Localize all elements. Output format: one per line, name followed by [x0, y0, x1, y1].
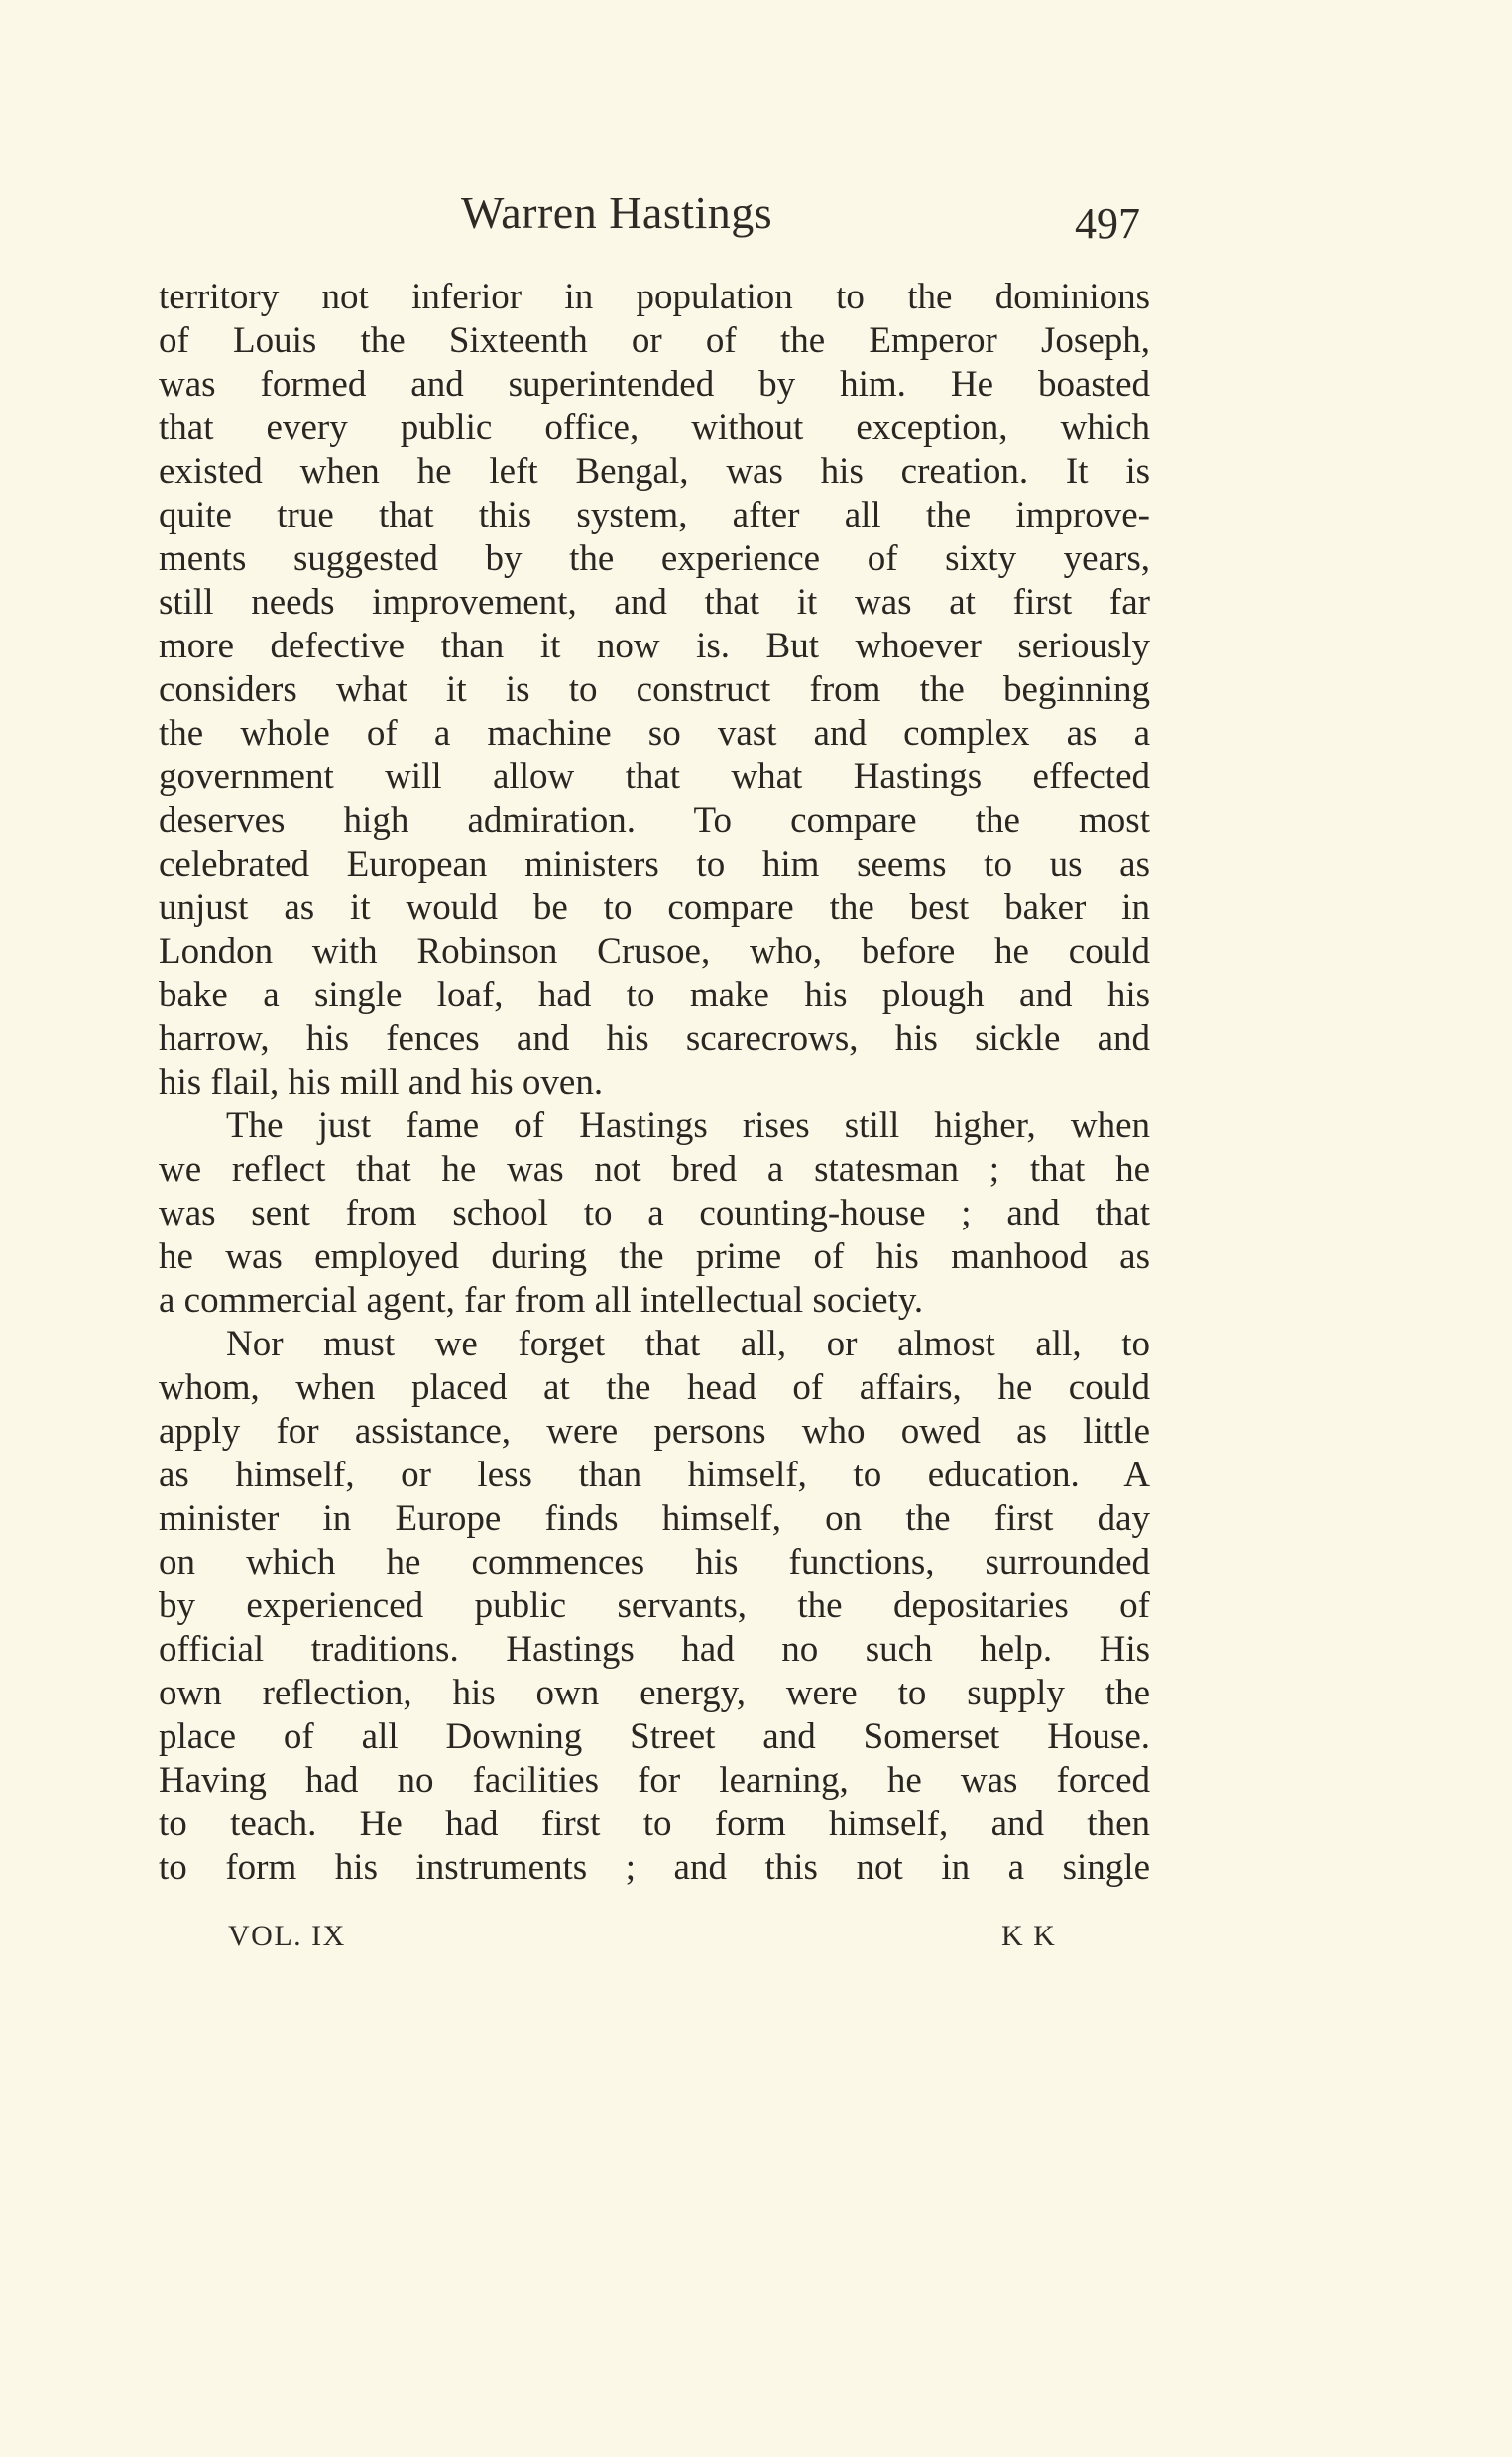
text-line: by experienced public servants, the depositaries of: [159, 1585, 1150, 1626]
volume-label: VOL. IX: [228, 1920, 346, 1952]
running-title: Warren Hastings: [461, 187, 773, 238]
signature-mark: K K: [1001, 1920, 1057, 1952]
text-line: whom, when placed at the head of affairs, he could: [159, 1367, 1150, 1408]
text-line: was formed and superintended by him. He boasted: [159, 364, 1150, 405]
text-line: own reflection, his own energy, were to supply the: [159, 1673, 1150, 1713]
text-line: minister in Europe finds himself, on the first day: [159, 1498, 1150, 1539]
text-line: we reflect that he was not bred a statesman ; that he: [159, 1149, 1150, 1190]
text-line: existed when he left Bengal, was his creation. It is: [159, 451, 1150, 492]
text-line: more defective than it now is. But whoever seriously: [159, 626, 1150, 666]
text-line: on which he commences his functions, surrounded: [159, 1542, 1150, 1582]
paragraph-3: [159, 1323, 1150, 1890]
text-line: Nor must we forget that all, or almost all, to: [226, 1324, 1150, 1364]
text-line: place of all Downing Street and Somerset House.: [159, 1716, 1150, 1757]
page-footer: [159, 1920, 1150, 1959]
text-line: government will allow that what Hastings effected: [159, 757, 1150, 797]
text-line: Having had no facilities for learning, he was forced: [159, 1760, 1150, 1801]
text-line: territory not inferior in population to the dominions: [159, 277, 1150, 317]
text-line: deserves high admiration. To compare the most: [159, 800, 1150, 841]
text-line: to form his instruments ; and this not in a single: [159, 1847, 1150, 1888]
text-line: of Louis the Sixteenth or of the Emperor Joseph,: [159, 320, 1150, 361]
text-line: quite true that this system, after all the improve-: [159, 495, 1150, 535]
text-line: to teach. He had first to form himself, and then: [159, 1804, 1150, 1844]
body-text: [159, 276, 1150, 1890]
text-line: apply for assistance, were persons who owed as little: [159, 1411, 1150, 1452]
text-line: considers what it is to construct from the beginning: [159, 669, 1150, 710]
paragraph-2: [159, 1105, 1150, 1323]
text-line: was sent from school to a counting-house ; and that: [159, 1193, 1150, 1233]
running-head: [159, 186, 1150, 246]
text-line: the whole of a machine so vast and complex as a: [159, 713, 1150, 754]
page-number: 497: [1075, 199, 1140, 248]
text-line: his flail, his mill and his oven.: [159, 1062, 604, 1103]
text-line: The just fame of Hastings rises still higher, when: [226, 1106, 1150, 1146]
text-line: as himself, or less than himself, to education. A: [159, 1455, 1150, 1495]
text-line: official traditions. Hastings had no such help. His: [159, 1629, 1150, 1670]
text-line: celebrated European ministers to him seems to us as: [159, 844, 1150, 884]
text-line: London with Robinson Crusoe, who, before he could: [159, 931, 1150, 972]
paragraph-1: [159, 276, 1150, 1105]
text-line: still needs improvement, and that it was at first far: [159, 582, 1150, 623]
text-line: he was employed during the prime of his manhood as: [159, 1236, 1150, 1277]
text-line: unjust as it would be to compare the best baker in: [159, 887, 1150, 928]
text-line: bake a single loaf, had to make his plough and his: [159, 975, 1150, 1015]
text-line: a commercial agent, far from all intellectual society.: [159, 1280, 924, 1321]
text-line: that every public office, without exception, which: [159, 408, 1150, 448]
text-line: harrow, his fences and his scarecrows, his sickle and: [159, 1018, 1150, 1059]
text-line: ments suggested by the experience of sixty years,: [159, 538, 1150, 579]
